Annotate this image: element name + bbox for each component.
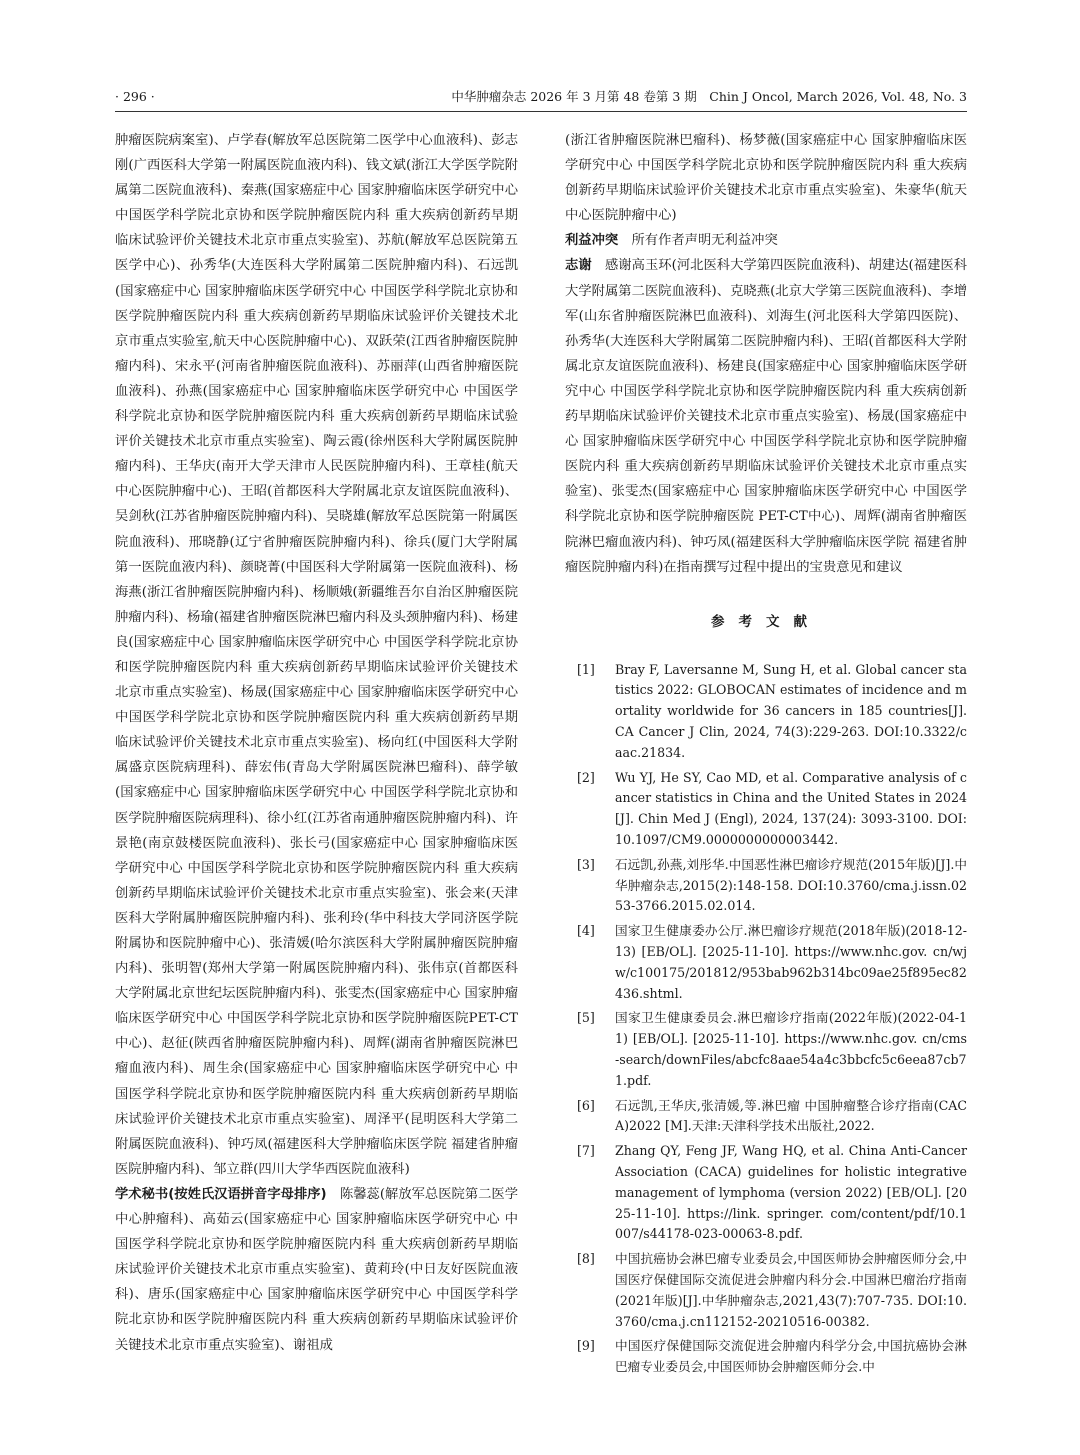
reference-number: [4] [577,923,595,939]
reference-item [565,660,967,764]
reference-text: Wu YJ, He SY, Cao MD, et al. Comparative analysis of cancer statistics in China and the United States in 2024[J]. Chin Med J (Engl), 2024, 137(24): 3093-3100. DOI: 10.1097/CM9.0000000000003442. [615,769,967,848]
reference-text: 石远凯,孙燕,刘彤华.中国恶性淋巴瘤诊疗规范(2015年版)[J].中华肿瘤杂志,2015(2):148-158. DOI:10.3760/cma.j.issn.0253-3766.2015.02.014. [615,856,967,914]
header-rule [115,111,967,112]
reference-text: Zhang QY, Feng JF, Wang HQ, et al. China Anti-Cancer Association (CACA) guidelines for holistic integrative management of lymphoma (version 2022) [EB/OL]. [2025-11-10]. https://link. springer. com/content/pdf/10.1007/s44178-023-00063-8.pdf. [615,1143,967,1242]
academic-secretaries [115,1182,518,1358]
journal-citation: 中华肿瘤杂志 2026 年 3 月第 48 卷第 3 期 Chin J Oncol, March 2026, Vol. 48, No. 3 [451,89,967,104]
running-header [115,86,967,108]
left-column [115,128,518,1358]
reference-text: 国家卫生健康委办公厅.淋巴瘤诊疗规范(2018年版)(2018-12-13) [EB/OL]. [2025-11-10]. https://www.nhc.gov. cn/wjw/c100175/201812/953bab962b314bc09ae25f895ec82436.shtml. [615,923,967,1001]
conflict-of-interest [565,228,967,253]
reference-text: 石远凯,王华庆,张清媛,等.淋巴瘤 中国肿瘤整合诊疗指南(CACA)2022 [M].天津:天津科学技术出版社,2022. [615,1097,967,1134]
reference-number: [1] [577,661,595,677]
reference-list [565,660,967,1378]
reference-text: Bray F, Laversanne M, Sung H, et al. Global cancer statistics 2022: GLOBOCAN estimates of incidence and mortality worldwide for 36 cancers in 185 countries[J]. CA Cancer J Clin, 2024, 74(3):229-263. DOI:10.3322/caac.21834. [615,661,967,760]
reference-number: [6] [577,1097,595,1113]
reference-number: [5] [577,1010,595,1026]
reference-item [565,921,967,1004]
reference-item [565,855,967,917]
secretary-label: 学术秘书(按姓氏汉语拼音字母排序) [115,1186,327,1202]
reference-number: [8] [577,1251,595,1267]
page-number: · 296 · [115,89,155,104]
reference-number: [9] [577,1338,595,1354]
reference-item [565,768,967,851]
committee-list-continued: 肿瘤医院病案室)、卢学春(解放军总医院第二医学中心血液科)、彭志刚(广西医科大学第一附属医院血液内科)、钱文斌(浙江大学医学院附属第二医院血液科)、秦燕(国家癌症中心 国家肿瘤临床医学研究中心 中国医学科学院北京协和医学院肿瘤医院内科 重大疾病创新药早期临床试验评价关键技术北京市重点实验室)、苏航(解放军总医院第五医学中心)、孙秀华(大连医科大学附属第二医院肿瘤内科)、石远凯(国家癌症中心 国家肿瘤临床医学研究中心 中国医学科学院北京协和医学院肿瘤医院内科 重大疾病创新药早期临床试验评价关键技术北京市重点实验室,航天中心医院肿瘤中心)、双跃荣(江西省肿瘤医院肿瘤内科)、宋永平(河南省肿瘤医院血液科)、苏丽萍(山西省肿瘤医院血液科)、孙燕(国家癌症中心 国家肿瘤临床医学研究中心 中国医学科学院北京协和医学院肿瘤医院内科 重大疾病创新药早期临床试验评价关键技术北京市重点实验室)、陶云霞(徐州医科大学附属医院肿瘤内科)、王华庆(南开大学天津市人民医院肿瘤内科)、王章桂(航天中心医院肿瘤中心)、王昭(首都医科大学附属北京友谊医院血液科)、吴剑秋(江苏省肿瘤医院肿瘤内科)、吴晓雄(解放军总医院第一附属医院血液科)、邢晓静(辽宁省肿瘤医院肿瘤内科)、徐兵(厦门大学附属第一医院血液内科)、颜晓菁(中国医科大学附属第一医院血液科)、杨海燕(浙江省肿瘤医院肿瘤内科)、杨顺娥(新疆维吾尔自治区肿瘤医院肿瘤内科)、杨瑜(福建省肿瘤医院淋巴瘤内科及头颈肿瘤内科)、杨建良(国家癌症中心 国家肿瘤临床医学研究中心 中国医学科学院北京协和医学院肿瘤医院内科 重大疾病创新药早期临床试验评价关键技术北京市重点实验室)、杨晟(国家癌症中心 国家肿瘤临床医学研究中心 中国医学科学院北京协和医学院肿瘤医院内科 重大疾病创新药早期临床试验评价关键技术北京市重点实验室)、杨向红(中国医科大学附属盛京医院病理科)、薛宏伟(青岛大学附属医院淋巴瘤科)、薛学敏(国家癌症中心 国家肿瘤临床医学研究中心 中国医学科学院北京协和医学院肿瘤医院病理科)、徐小红(江苏省南通肿瘤医院肿瘤内科)、许景艳(南京鼓楼医院血液科)、张长弓(国家癌症中心 国家肿瘤临床医学研究中心 中国医学科学院北京协和医学院肿瘤医院内科 重大疾病创新药早期临床试验评价关键技术北京市重点实验室)、张会来(天津医科大学附属肿瘤医院肿瘤内科)、张利玲(华中科技大学同济医学院附属协和医院肿瘤中心)、张清媛(哈尔滨医科大学附属肿瘤医院肿瘤内科)、张明智(郑州大学第一附属医院肿瘤内科)、张伟京(首都医科大学附属北京世纪坛医院肿瘤内科)、张雯杰(国家癌症中心 国家肿瘤临床医学研究中心 中国医学科学院北京协和医学院肿瘤医院PET-CT中心)、赵征(陕西省肿瘤医院肿瘤内科)、周辉(湖南省肿瘤医院淋巴瘤血液内科)、周生余(国家癌症中心 国家肿瘤临床医学研究中心 中国医学科学院北京协和医学院肿瘤医院内科 重大疾病创新药早期临床试验评价关键技术北京市重点实验室)、周泽平(昆明医科大学第二附属医院血液科)、钟巧凤(福建医科大学肿瘤临床医学院 福建省肿瘤医院肿瘤内科)、邹立群(四川大学华西医院血液科) [115,133,518,1177]
reference-number: [7] [577,1143,595,1159]
thanks-label: 志谢 [565,258,592,274]
reference-text: 中国抗癌协会淋巴瘤专业委员会,中国医师协会肿瘤医师分会,中国医疗保健国际交流促进会肿瘤内科分会.中国淋巴瘤治疗指南(2021年版)[J].中华肿瘤杂志,2021,43(7):707-735. DOI:10.3760/cma.j.cn112152-20210516-00382. [615,1251,967,1329]
reference-item [565,1141,967,1245]
reference-text: 国家卫生健康委员会.淋巴瘤诊疗指南(2022年版)(2022-04-11) [EB/OL]. [2025-11-10]. https://www.nhc.gov. cn/cms-search/downFiles/abcfc8aae54a4c3bbcfc5c6eea87cb71.pdf. [615,1010,967,1088]
right-column [565,128,967,1382]
acknowledgements [565,253,967,579]
secretary-text: 陈馨蕊(解放军总医院第二医学中心肿瘤科)、高茹云(国家癌症中心 国家肿瘤临床医学研究中心 中国医学科学院北京协和医学院肿瘤医院内科 重大疾病创新药早期临床试验评价关键技术北京市重点实验室)、黄莉玲(中日友好医院血液科)、唐乐(国家癌症中心 国家肿瘤临床医学研究中心 中国医学科学院北京协和医学院肿瘤医院内科 重大疾病创新药早期临床试验评价关键技术北京市重点实验室)、谢祖成 [115,1186,519,1353]
reference-item [565,1249,967,1332]
conflict-label: 利益冲突 [565,233,619,249]
reference-number: [2] [577,769,595,785]
reference-item [565,1008,967,1091]
reference-text: 中国医疗保健国际交流促进会肿瘤内科学分会,中国抗癌协会淋巴瘤专业委员会,中国医师协会肿瘤医师分会.中 [615,1338,967,1375]
reference-item [565,1336,967,1378]
references-heading: 参考文献 [711,613,821,630]
thanks-text: 感谢高玉环(河北医科大学第四医院血液科)、胡建达(福建医科大学附属第二医院血液科)、克晓燕(北京大学第三医院血液科)、李增军(山东省肿瘤医院淋巴血液科)、刘海生(河北医科大学第四医院)、孙秀华(大连医科大学附属第二医院肿瘤内科)、王昭(首都医科大学附属北京友谊医院血液科)、杨建良(国家癌症中心 国家肿瘤临床医学研究中心 中国医学科学院北京协和医学院肿瘤医院内科 重大疾病创新药早期临床试验评价关键技术北京市重点实验室)、杨晟(国家癌症中心 国家肿瘤临床医学研究中心 中国医学科学院北京协和医学院肿瘤医院内科 重大疾病创新药早期临床试验评价关键技术北京市重点实验室)、张雯杰(国家癌症中心 国家肿瘤临床医学研究中心 中国医学科学院北京协和医学院肿瘤医院 PET-CT中心)、周辉(湖南省肿瘤医院淋巴瘤血液内科)、钟巧凤(福建医科大学肿瘤临床医学院 福建省肿瘤医院肿瘤内科)在指南撰写过程中提出的宝贵意见和建议 [565,258,968,575]
reference-number: [3] [577,856,595,872]
reference-item [565,1096,967,1138]
conflict-text: 所有作者声明无利益冲突 [631,233,778,249]
secretary-list-continued: (浙江省肿瘤医院淋巴瘤科)、杨梦薇(国家癌症中心 国家肿瘤临床医学研究中心 中国医学科学院北京协和医学院肿瘤医院内科 重大疾病创新药早期临床试验评价关键技术北京市重点实验室)、朱豪华(航天中心医院肿瘤中心) [565,133,967,224]
